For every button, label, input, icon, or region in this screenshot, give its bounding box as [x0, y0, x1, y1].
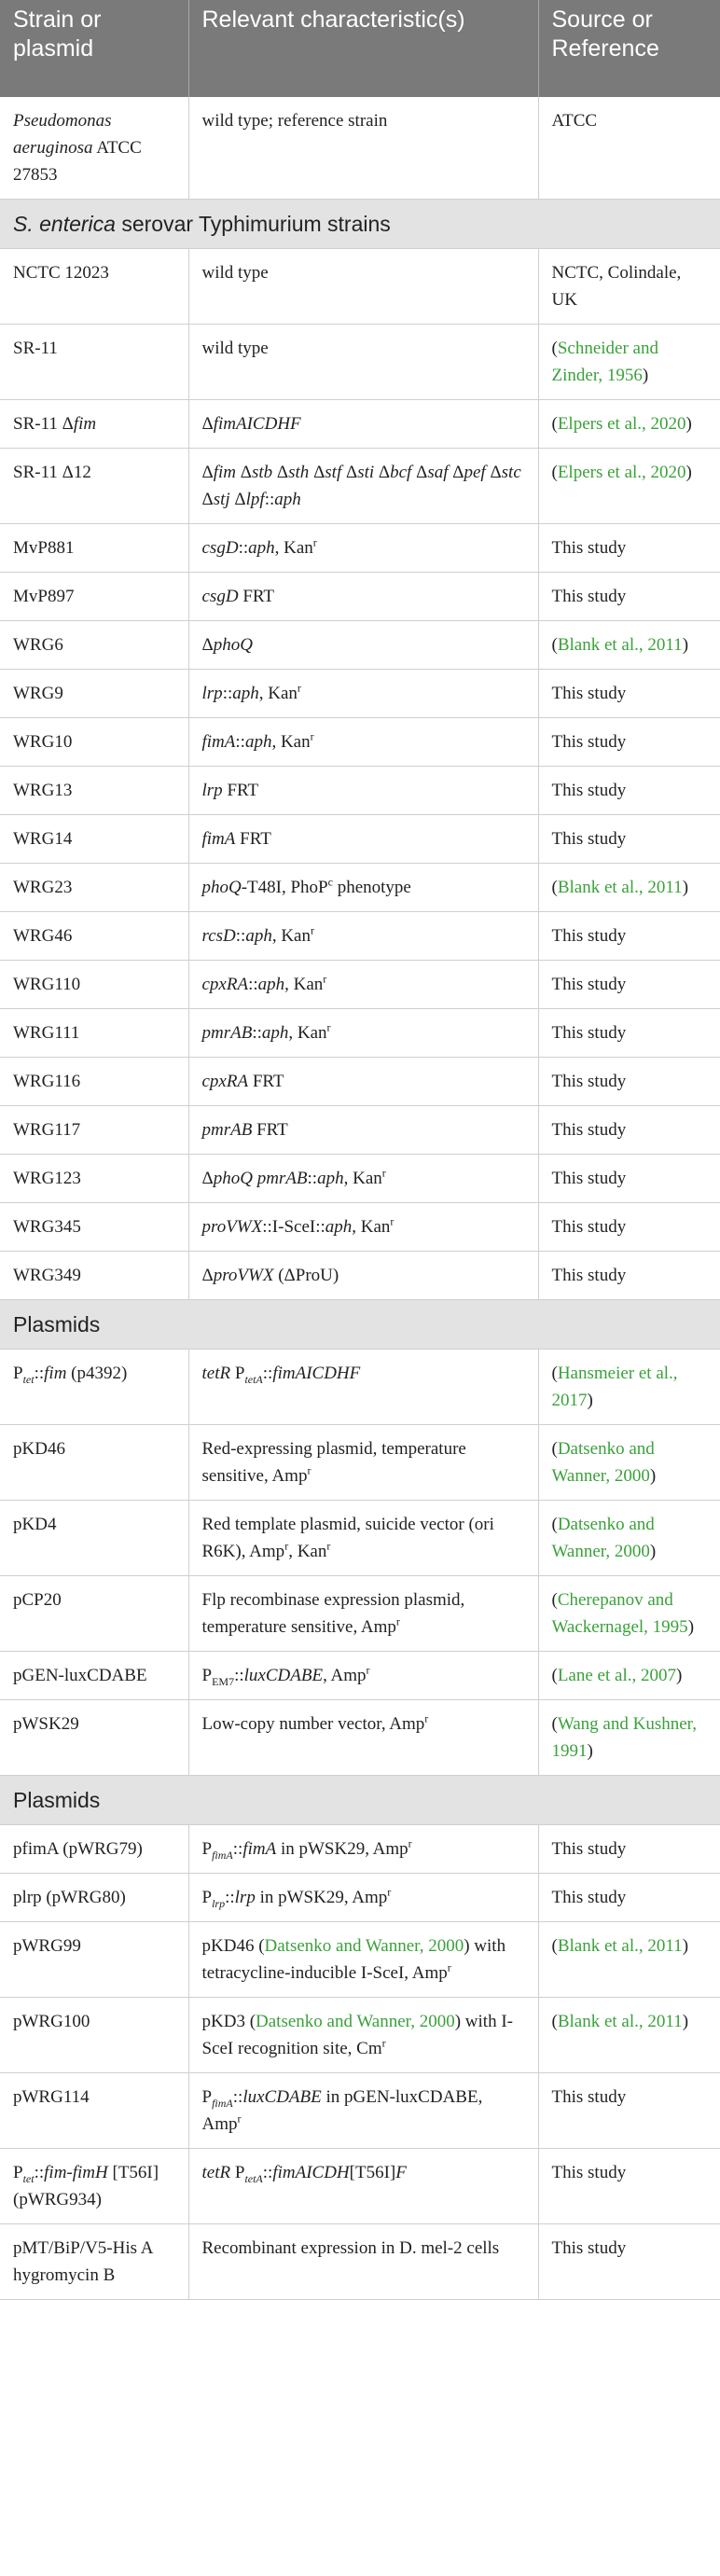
- source-cell: This study: [538, 1252, 720, 1300]
- source-cell: (Hansmeier et al., 2017): [538, 1350, 720, 1425]
- strain-cell: Pseudomonas aeruginosa ATCC 27853: [0, 97, 188, 200]
- characteristic-cell: pKD3 (Datsenko and Wanner, 2000) with I-SceI recognition site, Cm$^r$: [188, 1998, 538, 2073]
- table-row: [0, 2224, 720, 2300]
- source-cell: (Datsenko and Wanner, 2000): [538, 1501, 720, 1576]
- source-cell: This study: [538, 815, 720, 864]
- source-cell: (Elpers et al., 2020): [538, 400, 720, 449]
- characteristic-cell: $P_{lrp}::lrp$ in pWSK29, Amp$^r$: [188, 1874, 538, 1922]
- strain-cell: pWSK29: [0, 1700, 188, 1776]
- strain-cell: SR-11: [0, 325, 188, 400]
- table-row: [0, 961, 720, 1009]
- section-label: S. enterica serovar Typhimurium strains: [0, 200, 720, 249]
- strain-cell: WRG14: [0, 815, 188, 864]
- strain-cell: pCP20: [0, 1576, 188, 1652]
- characteristic-cell: $P_{fimA}::fimA$ in pWSK29, Amp$^r$: [188, 1825, 538, 1874]
- source-cell: This study: [538, 1058, 720, 1106]
- source-cell: This study: [538, 1203, 720, 1252]
- strain-cell: pWRG100: [0, 1998, 188, 2073]
- characteristic-cell: wild type: [188, 249, 538, 325]
- source-cell: This study: [538, 1825, 720, 1874]
- header-source-or-reference: Source or Reference: [538, 0, 720, 97]
- characteristic-cell: ΔproVWX (ΔProU): [188, 1252, 538, 1300]
- table-row: [0, 573, 720, 621]
- characteristic-cell: tetR $P_{tetA}::fimAICDHF$: [188, 1350, 538, 1425]
- table-row: [0, 1203, 720, 1252]
- source-cell: This study: [538, 2224, 720, 2300]
- strain-cell: MvP897: [0, 573, 188, 621]
- source-cell: This study: [538, 524, 720, 573]
- strain-cell: WRG13: [0, 767, 188, 815]
- source-cell: ATCC: [538, 97, 720, 200]
- table-row: [0, 249, 720, 325]
- table-row: [0, 1700, 720, 1776]
- strain-cell: NCTC 12023: [0, 249, 188, 325]
- strain-cell: plrp (pWRG80): [0, 1874, 188, 1922]
- strain-cell: WRG6: [0, 621, 188, 670]
- table-row: [0, 864, 720, 912]
- source-cell: NCTC, Colindale, UK: [538, 249, 720, 325]
- characteristic-cell: phoQ-T48I, PhoP$^c$ phenotype: [188, 864, 538, 912]
- source-cell: (Elpers et al., 2020): [538, 449, 720, 524]
- table-row: [0, 1922, 720, 1998]
- strain-cell: WRG117: [0, 1106, 188, 1155]
- source-cell: (Schneider and Zinder, 1956): [538, 325, 720, 400]
- strain-cell: MvP881: [0, 524, 188, 573]
- characteristic-cell: pmrAB::aph, Kan$^r$: [188, 1009, 538, 1058]
- characteristic-cell: wild type: [188, 325, 538, 400]
- source-cell: This study: [538, 1155, 720, 1203]
- table-row: [0, 1350, 720, 1425]
- table-row: [0, 325, 720, 400]
- table-row: [0, 1501, 720, 1576]
- source-cell: (Cherepanov and Wackernagel, 1995): [538, 1576, 720, 1652]
- strain-cell: SR-11 Δ12: [0, 449, 188, 524]
- characteristic-cell: Flp recombinase expression plasmid, temperature sensitive, Amp$^r$: [188, 1576, 538, 1652]
- characteristic-cell: ΔfimAICDHF: [188, 400, 538, 449]
- strain-cell: WRG9: [0, 670, 188, 718]
- characteristic-cell: ΔphoQ pmrAB::aph, Kan$^r$: [188, 1155, 538, 1203]
- source-cell: This study: [538, 961, 720, 1009]
- source-cell: This study: [538, 2073, 720, 2149]
- header-row: [0, 0, 720, 97]
- strain-cell: WRG111: [0, 1009, 188, 1058]
- table-row: [0, 1058, 720, 1106]
- characteristic-cell: Red template plasmid, suicide vector (ori R6K), Amp$^r$, Kan$^r$: [188, 1501, 538, 1576]
- characteristic-cell: cpxRA::aph, Kan$^r$: [188, 961, 538, 1009]
- table-row: [0, 400, 720, 449]
- table-row: [0, 1009, 720, 1058]
- characteristic-cell: lrp::aph, Kan$^r$: [188, 670, 538, 718]
- source-cell: This study: [538, 912, 720, 961]
- source-cell: (Lane et al., 2007): [538, 1652, 720, 1700]
- characteristic-cell: Δfim Δstb Δsth Δstf Δsti Δbcf Δsaf Δpef Δstc Δstj Δlpf::aph: [188, 449, 538, 524]
- table-row: [0, 449, 720, 524]
- characteristic-cell: Low-copy number vector, Amp$^r$: [188, 1700, 538, 1776]
- source-cell: This study: [538, 670, 720, 718]
- table-row: [0, 524, 720, 573]
- characteristic-cell: $P_{EM7}::luxCDABE$, Amp$^r$: [188, 1652, 538, 1700]
- strain-cell: pfimA (pWRG79): [0, 1825, 188, 1874]
- source-cell: This study: [538, 573, 720, 621]
- source-cell: (Blank et al., 2011): [538, 1998, 720, 2073]
- source-cell: This study: [538, 1009, 720, 1058]
- table-header: [0, 0, 720, 97]
- source-cell: (Blank et al., 2011): [538, 1922, 720, 1998]
- source-cell: This study: [538, 2149, 720, 2224]
- table-row: [0, 1652, 720, 1700]
- table-row: [0, 2149, 720, 2224]
- strain-cell: $P_{tet}::fim$ (p4392): [0, 1350, 188, 1425]
- characteristic-cell: wild type; reference strain: [188, 97, 538, 200]
- characteristic-cell: tetR $P_{tetA}::fimAICDH[T56I]F$: [188, 2149, 538, 2224]
- table-row: [0, 767, 720, 815]
- strain-cell: pWRG99: [0, 1922, 188, 1998]
- characteristic-cell: rcsD::aph, Kan$^r$: [188, 912, 538, 961]
- table-row: [0, 1874, 720, 1922]
- table-row: [0, 2073, 720, 2149]
- characteristic-cell: ΔphoQ: [188, 621, 538, 670]
- strain-cell: pMT/BiP/V5-His A hygromycin B: [0, 2224, 188, 2300]
- source-cell: (Blank et al., 2011): [538, 621, 720, 670]
- strain-cell: pWRG114: [0, 2073, 188, 2149]
- strain-cell: SR-11 Δfim: [0, 400, 188, 449]
- table-row: [0, 912, 720, 961]
- table-row: [0, 1576, 720, 1652]
- characteristic-cell: cpxRA FRT: [188, 1058, 538, 1106]
- source-cell: This study: [538, 767, 720, 815]
- table-row: [0, 621, 720, 670]
- table-row: [0, 1252, 720, 1300]
- source-cell: This study: [538, 1106, 720, 1155]
- characteristic-cell: fimA FRT: [188, 815, 538, 864]
- characteristic-cell: proVWX::I-SceI::aph, Kan$^r$: [188, 1203, 538, 1252]
- characteristic-cell: pmrAB FRT: [188, 1106, 538, 1155]
- strain-cell: WRG10: [0, 718, 188, 767]
- table-body: [0, 97, 720, 2300]
- strain-cell: pGEN-luxCDABE: [0, 1652, 188, 1700]
- source-cell: This study: [538, 1874, 720, 1922]
- strain-cell: WRG123: [0, 1155, 188, 1203]
- strain-cell: WRG349: [0, 1252, 188, 1300]
- characteristic-cell: $P_{fimA}::luxCDABE$ in pGEN-luxCDABE, Amp$^r$: [188, 2073, 538, 2149]
- characteristic-cell: csgD::aph, Kan$^r$: [188, 524, 538, 573]
- strain-cell: WRG345: [0, 1203, 188, 1252]
- characteristic-cell: fimA::aph, Kan$^r$: [188, 718, 538, 767]
- strain-cell: WRG23: [0, 864, 188, 912]
- table-row: [0, 718, 720, 767]
- section-header-row: [0, 1776, 720, 1825]
- characteristic-cell: lrp FRT: [188, 767, 538, 815]
- table-row: [0, 1155, 720, 1203]
- table-row: [0, 815, 720, 864]
- header-relevant-characteristics: Relevant characteristic(s): [188, 0, 538, 97]
- strain-cell: $P_{tet}::fim$-fimH [T56I] (pWRG934): [0, 2149, 188, 2224]
- table-row: [0, 1825, 720, 1874]
- source-cell: (Datsenko and Wanner, 2000): [538, 1425, 720, 1501]
- strain-cell: pKD4: [0, 1501, 188, 1576]
- table-row: [0, 1425, 720, 1501]
- table-row: [0, 670, 720, 718]
- table-row: [0, 97, 720, 200]
- source-cell: (Blank et al., 2011): [538, 864, 720, 912]
- section-label: Plasmids: [0, 1776, 720, 1825]
- strain-cell: WRG110: [0, 961, 188, 1009]
- source-cell: (Wang and Kushner, 1991): [538, 1700, 720, 1776]
- strain-cell: pKD46: [0, 1425, 188, 1501]
- source-cell: This study: [538, 718, 720, 767]
- section-label: Plasmids: [0, 1300, 720, 1350]
- characteristic-cell: pKD46 (Datsenko and Wanner, 2000) with tetracycline-inducible I-SceI, Amp$^r$: [188, 1922, 538, 1998]
- section-header-row: [0, 1300, 720, 1350]
- table-row: [0, 1106, 720, 1155]
- section-header-row: [0, 200, 720, 249]
- characteristic-cell: Red-expressing plasmid, temperature sensitive, Amp$^r$: [188, 1425, 538, 1501]
- table-row: [0, 1998, 720, 2073]
- characteristic-cell: csgD FRT: [188, 573, 538, 621]
- strain-cell: WRG46: [0, 912, 188, 961]
- characteristic-cell: Recombinant expression in D. mel-2 cells: [188, 2224, 538, 2300]
- strain-cell: WRG116: [0, 1058, 188, 1106]
- header-strain-or-plasmid: Strain or plasmid: [0, 0, 188, 97]
